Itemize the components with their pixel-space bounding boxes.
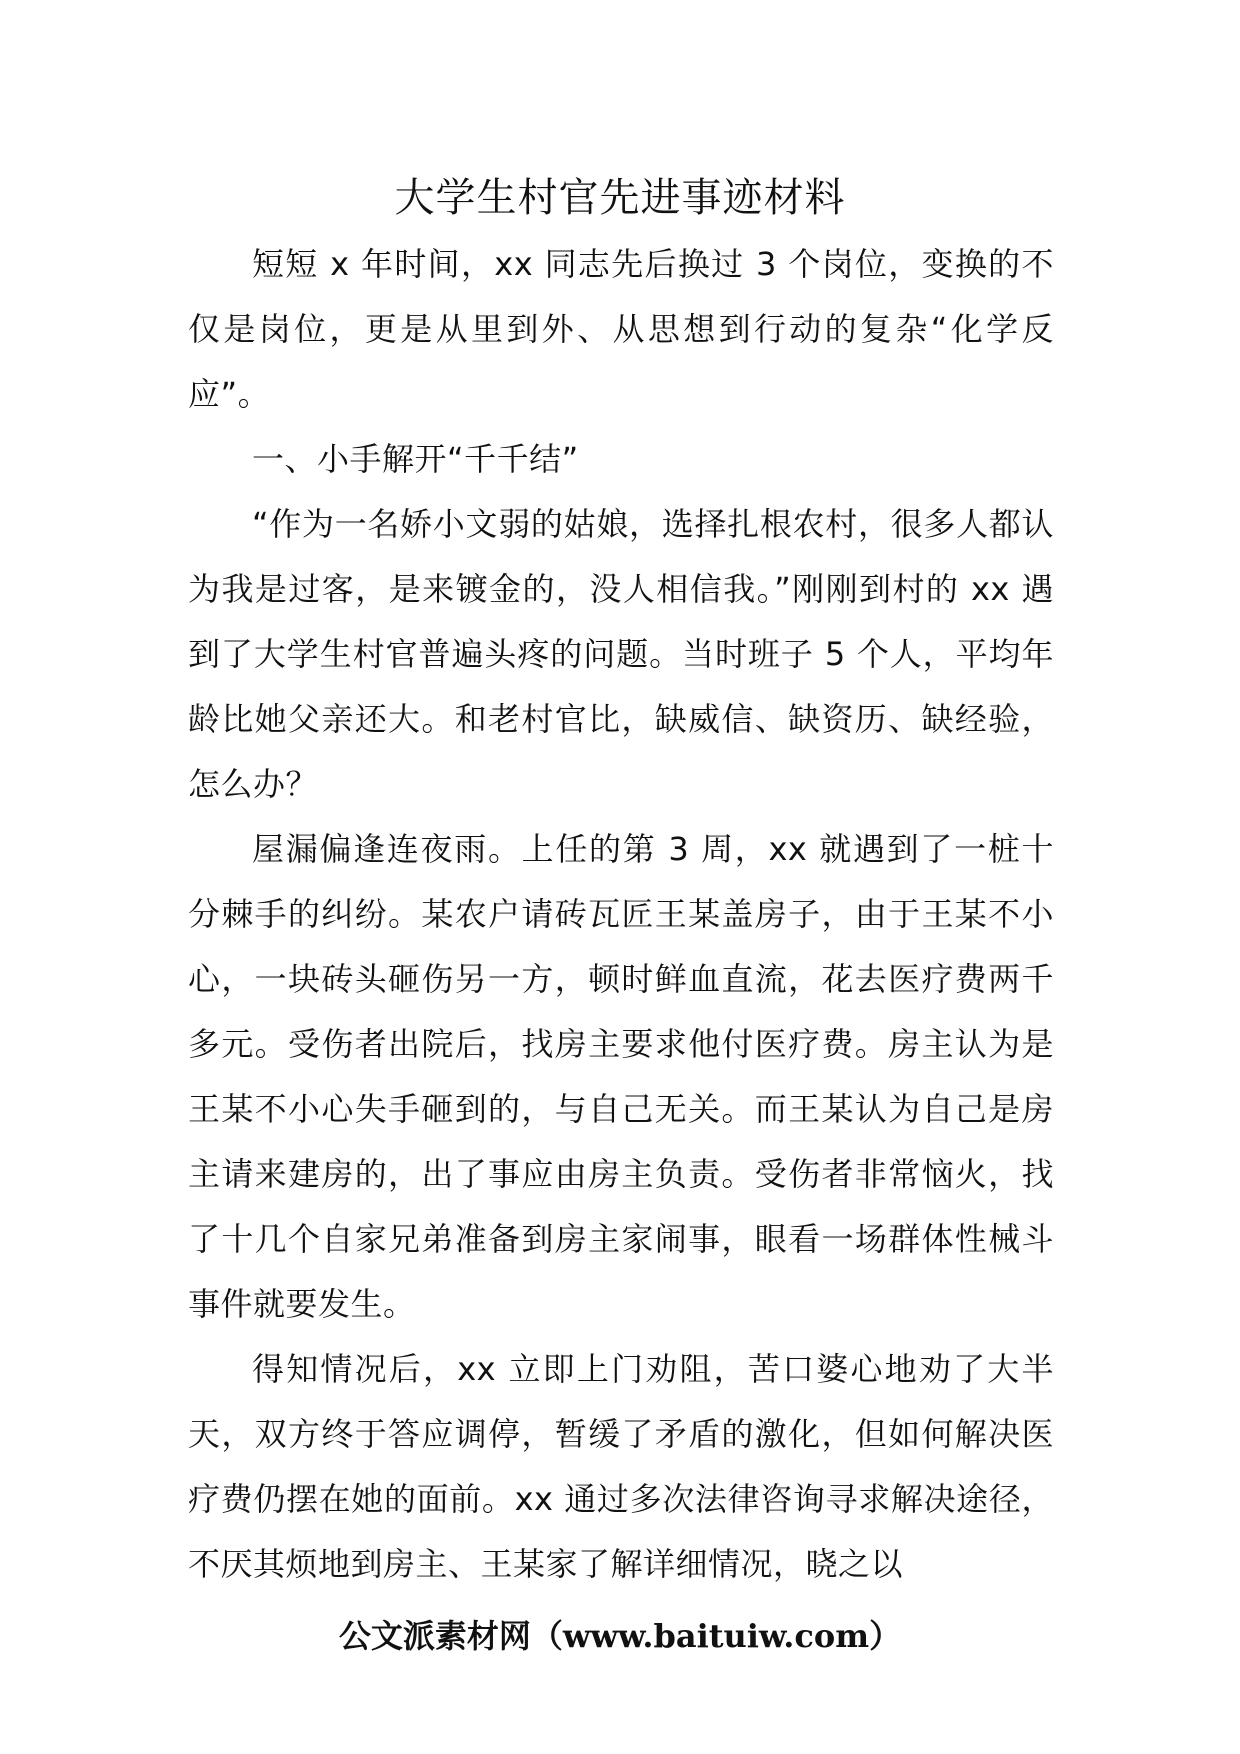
paragraph-intro: 短短 x 年时间，xx 同志先后换过 3 个岗位，变换的不仅是岗位，更是从里到外、从思想到行动的复杂“化学反应”。 xyxy=(188,245,1054,413)
paragraph-quote: “作为一名娇小文弱的姑娘，选择扎根农村，很多人都认为我是过客，是来镀金的，没人相信我。”刚刚到村的 xx 遇到了大学生村官普遍头疼的问题。当时班子 5 个人，平均年龄比她父亲还大。和老村官比，缺威信、缺资历、缺经验，怎么办？ xyxy=(188,505,1054,803)
paragraph-dispute: 屋漏偏逢连夜雨。上任的第 3 周，xx 就遇到了一桩十分棘手的纠纷。某农户请砖瓦匠王某盖房子，由于王某不小心，一块砖头砸伤另一方，顿时鲜血直流，花去医疗费两千多元。受伤者出院后，找房主要求他付医疗费。房主认为是王某不小心失手砸到的，与自己无关。而王某认为自己是房主请来建房的，出了事应由房主负责。受伤者非常恼火，找了十几个自家兄弟准备到房主家闹事，眼看一场群体性械斗事件就要发生。 xyxy=(188,830,1054,1323)
paragraph-mediation: 得知情况后，xx 立即上门劝阻，苦口婆心地劝了大半天，双方终于答应调停，暂缓了矛盾的激化，但如何解决医疗费仍摆在她的面前。xx 通过多次法律咨询寻求解决途径，不厌其烦地到房主、王某家了解详细情况，晓之以 xyxy=(188,1350,1054,1583)
document-body xyxy=(188,232,1054,1597)
footer-watermark: 公文派素材网（www.baituiw.com） xyxy=(338,1617,902,1655)
section-heading-1: 一、小手解开“千千结” xyxy=(252,440,579,478)
document-title: 大学生村官先进事迹材料 xyxy=(394,175,846,221)
